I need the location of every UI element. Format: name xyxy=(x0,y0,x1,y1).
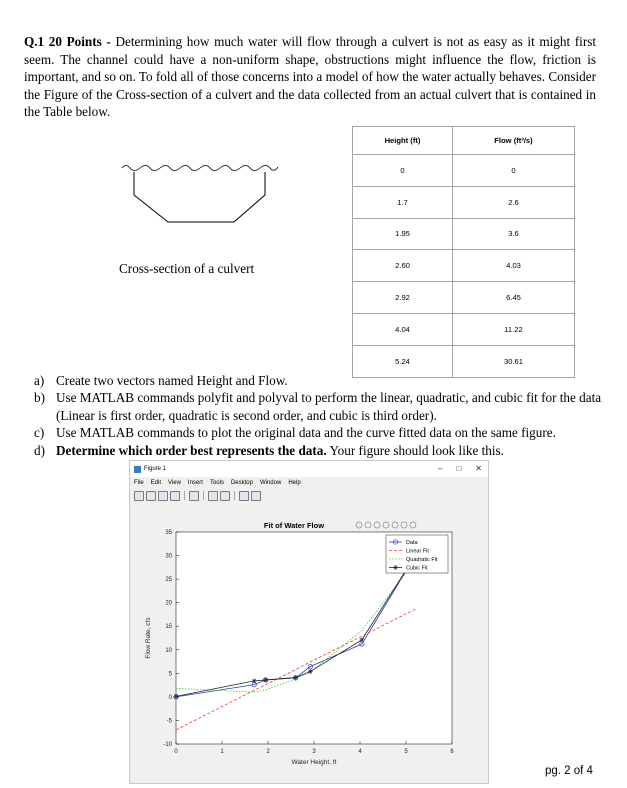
table-row xyxy=(353,155,575,187)
table-row xyxy=(353,282,575,314)
rotate-icon[interactable] xyxy=(374,522,380,528)
height-cell: 2.60 xyxy=(353,250,453,282)
question-title: Determining how much water will flow through a culvert is not as easy as it might xyxy=(115,34,571,49)
save-icon[interactable] xyxy=(158,491,168,501)
legend-marker xyxy=(393,565,398,570)
table-row xyxy=(353,186,575,218)
culvert-cross-section-diagram xyxy=(120,160,280,230)
pan-icon[interactable] xyxy=(383,522,389,528)
table-row xyxy=(353,313,575,345)
culvert-caption: Cross-section of a culvert xyxy=(119,261,255,276)
window-controls xyxy=(438,464,482,473)
flow-cell: 0 xyxy=(453,155,575,187)
task-item: d) Determine which order best represents the data. Your figure should look like this. xyxy=(34,442,504,458)
zoom-out-icon[interactable] xyxy=(401,522,407,528)
figure-title: Figure 1 xyxy=(144,466,167,472)
table-header-row xyxy=(353,127,575,155)
minimize-icon[interactable]: – xyxy=(438,464,443,473)
question-body: first seem. The channel could have a non-uniform shape, obstructions might influence the flow, friction is important, and so on. To fold all of those concerns into a model of how the water actually behaves. Consider the Figure of the Cross-section of a culvert and the data collected from an actual culvert that is contained in the Table below. xyxy=(24,34,597,120)
y-tick-label: 25 xyxy=(165,577,172,584)
chart xyxy=(130,502,488,782)
height-cell: 5.24 xyxy=(353,345,453,377)
menu-help[interactable]: Help xyxy=(288,480,301,486)
x-tick-label: 3 xyxy=(312,749,316,755)
height-cell: 4.04 xyxy=(353,313,453,345)
colorbar-icon[interactable] xyxy=(208,491,218,501)
property-inspector-icon[interactable] xyxy=(251,491,261,501)
open-icon[interactable] xyxy=(146,491,156,501)
x-tick-label: 2 xyxy=(266,749,270,755)
maximize-icon[interactable]: □ xyxy=(456,464,462,473)
task-item: a) Create two vectors named Height and Flow. xyxy=(34,373,288,388)
legend-entry: Cubic Fit xyxy=(406,565,428,572)
flow-cell: 11.22 xyxy=(453,313,575,345)
question-intro xyxy=(24,33,596,121)
x-tick-label: 1 xyxy=(220,749,224,755)
menu-tools[interactable]: Tools xyxy=(209,480,224,486)
x-tick-label: 4 xyxy=(358,749,362,755)
cubic-fit-point xyxy=(252,678,257,683)
y-axis-label: Flow Rate, cfs xyxy=(145,617,152,659)
print-icon[interactable] xyxy=(170,491,180,501)
x-tick-label: 6 xyxy=(450,749,454,755)
zoom-in-icon[interactable] xyxy=(392,522,398,528)
flow-cell: 30.61 xyxy=(453,345,575,377)
flow-cell: 3.6 xyxy=(453,218,575,250)
cubic-fit-point xyxy=(263,677,268,682)
menu-window[interactable]: Window xyxy=(259,480,282,486)
data-table xyxy=(352,126,575,378)
menu-view[interactable]: View xyxy=(168,480,181,486)
height-cell: 0 xyxy=(353,155,453,187)
height-cell: 1.95 xyxy=(353,218,453,250)
home-icon[interactable] xyxy=(410,522,416,528)
header-height: Height (ft) xyxy=(353,127,453,155)
flow-cell: 4.03 xyxy=(453,250,575,282)
menu-desktop[interactable]: Desktop xyxy=(230,480,253,486)
page-number: pg. 2 of 4 xyxy=(545,765,593,777)
y-tick-label: 20 xyxy=(165,600,172,607)
legend-icon[interactable] xyxy=(220,491,230,501)
edit-plot-icon[interactable] xyxy=(239,491,249,501)
y-tick-label: -10 xyxy=(163,742,172,748)
legend-entry: Linear Fit xyxy=(406,548,429,555)
header-flow: Flow (ft³/s) xyxy=(453,127,575,155)
chart-title: Fit of Water Flow xyxy=(263,521,325,530)
y-tick-label: 15 xyxy=(165,624,172,631)
matlab-figure-window xyxy=(129,460,489,784)
figure-title-bar xyxy=(130,461,488,477)
task-item: c) Use MATLAB commands to plot the original data and the curve fitted data on the same figure. xyxy=(34,425,556,441)
y-tick-label: 10 xyxy=(165,647,172,654)
page-top-rule xyxy=(150,0,480,3)
task-item: b) Use MATLAB commands polyfit and polyval to perform the linear, quadratic, and cubic fit for the data (Linear is first order, quadratic is second order, and cubic is third order). xyxy=(34,390,602,423)
menu-edit[interactable]: Edit xyxy=(150,480,162,486)
flow-cell: 2.6 xyxy=(453,186,575,218)
cubic-fit-point xyxy=(174,694,179,699)
flow-cell: 6.45 xyxy=(453,282,575,314)
menu-file[interactable]: File xyxy=(134,480,144,486)
y-tick-label: 0 xyxy=(168,694,172,701)
table-row xyxy=(353,250,575,282)
legend-entry: Data xyxy=(406,540,418,546)
link-plot-icon[interactable] xyxy=(189,491,199,501)
table-row xyxy=(353,218,575,250)
brush-icon[interactable] xyxy=(356,522,362,528)
height-cell: 1.7 xyxy=(353,186,453,218)
datatip-icon[interactable] xyxy=(365,522,371,528)
height-cell: 2.92 xyxy=(353,282,453,314)
y-tick-label: -5 xyxy=(166,718,172,725)
x-tick-label: 5 xyxy=(404,749,408,755)
x-axis-label: Water Height, ft xyxy=(291,759,337,766)
figure-toolbar xyxy=(130,489,488,502)
new-figure-icon[interactable] xyxy=(134,491,144,501)
legend-entry: Quadratic Fit xyxy=(406,557,438,563)
cubic-fit-point xyxy=(359,637,364,642)
cubic-fit-point xyxy=(308,669,313,674)
x-tick-label: 0 xyxy=(174,749,178,755)
matlab-icon xyxy=(134,466,141,473)
y-tick-label: 5 xyxy=(168,671,172,678)
y-tick-label: 30 xyxy=(165,553,172,560)
close-icon[interactable]: ✕ xyxy=(475,464,482,473)
y-tick-label: 35 xyxy=(165,530,172,536)
question-heading: Q.1 20 Points - xyxy=(24,34,116,49)
task-list xyxy=(34,372,604,459)
cubic-fit-point xyxy=(293,675,298,680)
menu-insert[interactable]: Insert xyxy=(187,480,203,486)
figure-menubar xyxy=(130,477,488,489)
